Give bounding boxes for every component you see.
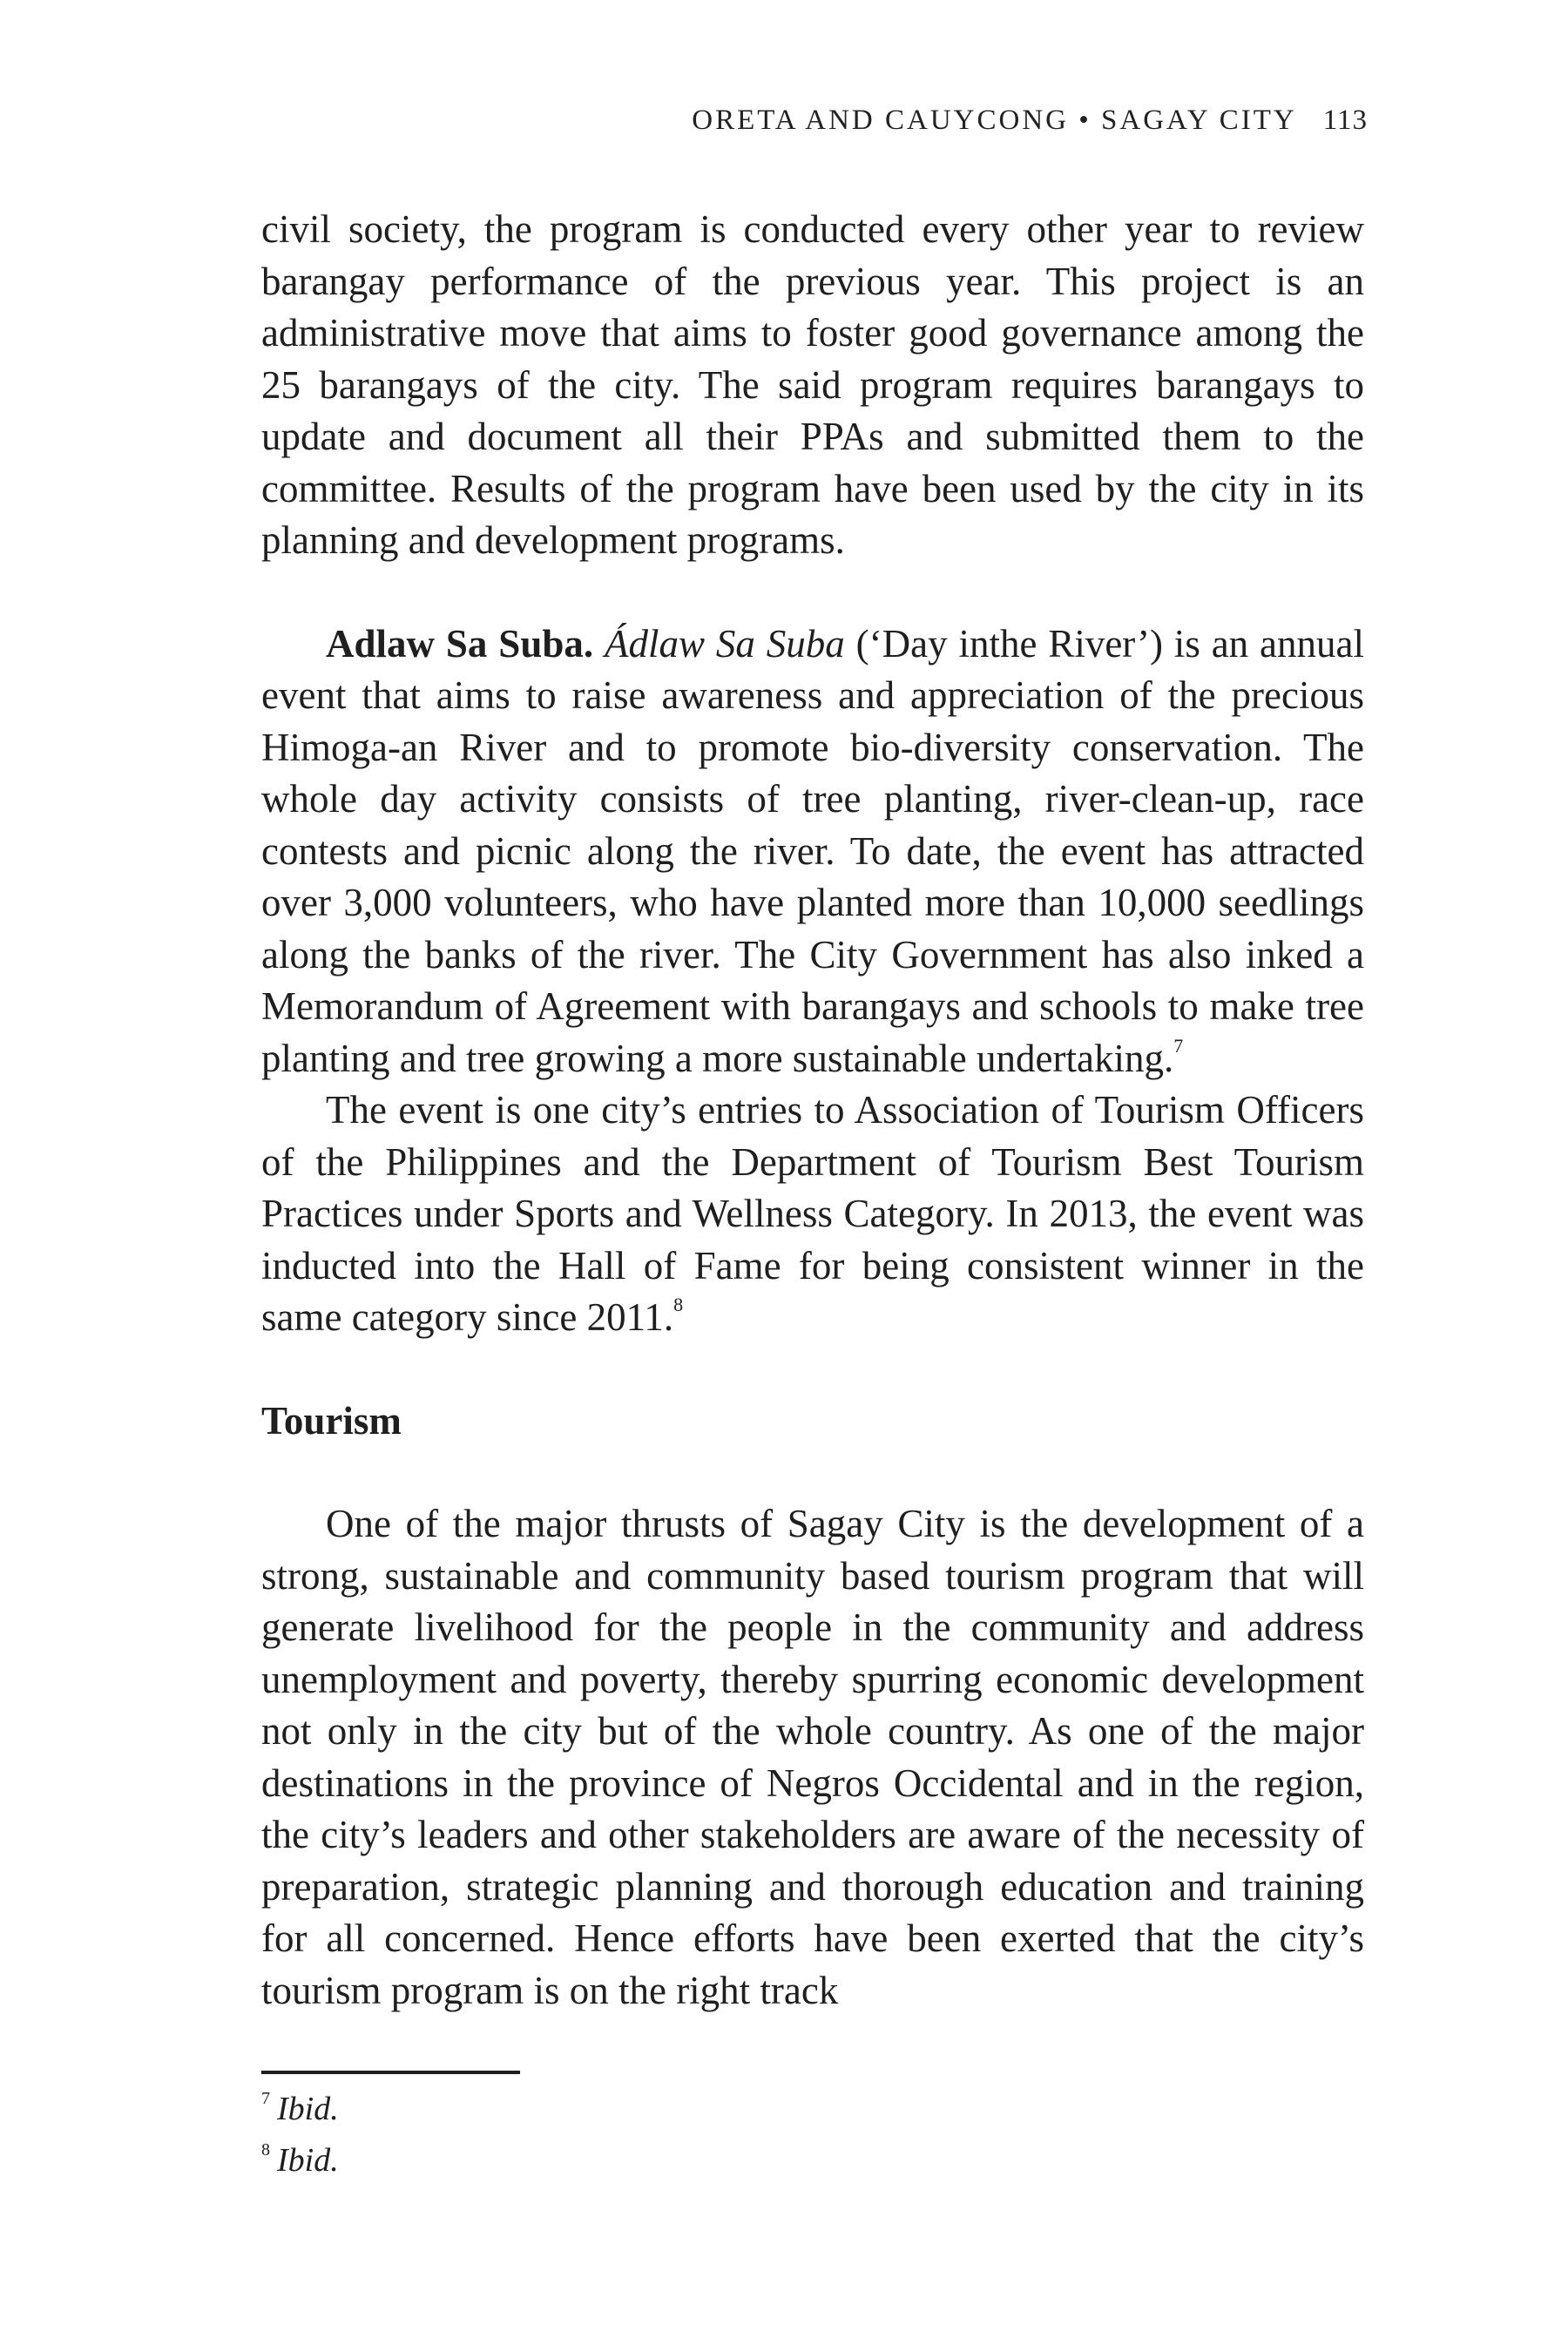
footnote-number: 7 [261, 2089, 270, 2108]
paragraph-text: The event is one city’s entries to Association of Tourism Officers of the Philippines and the Department of Tourism Best Tourism Practices under Sports and Wellness Category. In 2013, the event was inducted into the Hall of Fame for being consistent winner in the same category since 2011. [261, 1088, 1364, 1339]
run-in-heading: Adlaw Sa Suba. [326, 621, 594, 666]
paragraph-continued: civil society, the program is conducted every other year to review barangay performance of the previous year. This project is an administrative move that aims to foster good governance among the 25 barangays of the city. The said program requires barangays to update and document all their PPAs and submitted them to the committee. Results of the program have been used by the city in its planning and development programs. [261, 207, 1364, 562]
section-heading-tourism: Tourism [261, 1398, 402, 1443]
paragraph-tourism: One of the major thrusts of Sagay City is the development of a strong, sustainable and community based tourism program that will generate livelihood for the people in the community and address unemployment and poverty, thereby spurring economic development not only in the city but of the whole country. As one of the major destinations in the province of Negros Occidental and in the region, the city’s leaders and other stakeholders are aware of the necessity of preparation, strategic planning and thorough education and training for all concerned. Hence efforts have been exerted that the city’s tourism program is on the right track [261, 1502, 1364, 2012]
footnote-separator [261, 2071, 520, 2074]
running-head [692, 105, 1368, 137]
body-text [261, 204, 1364, 2017]
footnote-text: Ibid. [277, 2091, 339, 2127]
paragraph-event-awards [261, 1085, 1364, 1344]
event-name: Ádlaw Sa Suba [605, 621, 845, 666]
page-number: 113 [1322, 105, 1368, 136]
footnotes [261, 2084, 339, 2186]
footnote-7 [261, 2084, 339, 2135]
running-head-title: ORETA AND CAUYCONG • SAGAY CITY [692, 105, 1297, 136]
footnote-ref-7: 7 [1173, 1034, 1184, 1057]
paragraph-text: (‘Day inthe River’) is an annual event that aims to raise awareness and appreciation of the precious Himoga-an River and to promote bio-diversity conservation. The whole day activity consists of tree planting, river-clean-up, race contests and picnic along the river. To date, the event has attracted over 3,000 volunteers, who have planted more than 10,000 seedlings along the banks of the river. The City Government has also inked a Memorandum of Agreement with barangays and schools to make tree planting and tree growing a more sustainable undertaking. [261, 621, 1364, 1080]
footnote-text: Ibid. [277, 2142, 339, 2179]
paragraph-gap [261, 567, 1364, 618]
footnote-8 [261, 2135, 339, 2186]
footnote-ref-8: 8 [673, 1294, 684, 1315]
paragraph-adlaw-sa-suba [261, 618, 1364, 1085]
footnote-number: 8 [261, 2140, 270, 2159]
section-gap [261, 1344, 1364, 1396]
section-gap [261, 1447, 1364, 1498]
